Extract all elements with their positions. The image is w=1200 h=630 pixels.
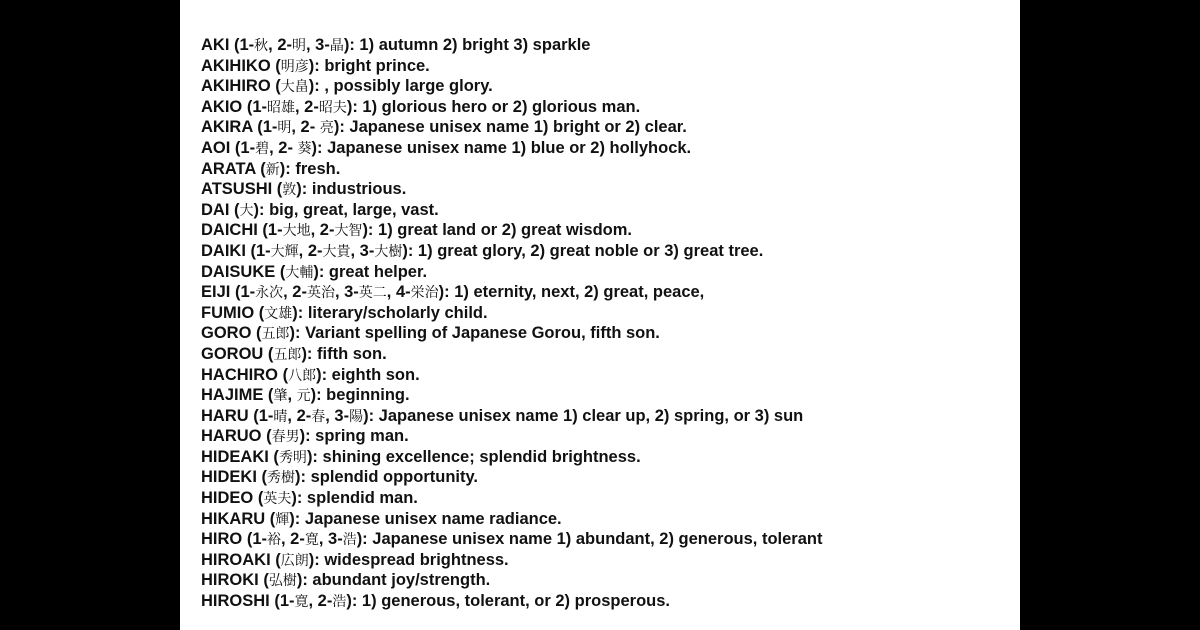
entry-name: HIROSHI <box>201 592 270 611</box>
entry-open: ( <box>272 180 283 199</box>
entry-mid: , <box>287 386 297 405</box>
entry-kanji: 晶 <box>329 38 344 54</box>
entry-close: ): 1) great land or 2) great wisdom. <box>362 221 632 240</box>
entry-close: ): big, great, large, vast. <box>253 200 439 219</box>
entry-kanji: 葵 <box>297 140 312 157</box>
entry-close: ): splendid opportunity. <box>295 468 479 487</box>
entry-kanji: 秀明 <box>278 449 307 466</box>
name-entry <box>201 488 822 509</box>
entry-close: ): fifth son. <box>301 344 387 363</box>
entry-kanji: 永次 <box>255 285 284 302</box>
entry-kanji: 大智 <box>334 223 363 240</box>
entry-close: ): great helper. <box>313 262 428 281</box>
name-entry <box>201 35 822 56</box>
entry-kanji: 昭雄 <box>267 99 295 116</box>
entry-open: (1- <box>242 97 267 116</box>
entry-name: DAIKI <box>201 241 246 260</box>
entry-mid: , 3- <box>325 406 350 425</box>
name-entry <box>201 344 822 365</box>
entry-name: HARUO <box>201 427 262 446</box>
name-entry <box>201 385 822 406</box>
name-entry <box>201 56 822 77</box>
entry-kanji: 浩 <box>342 532 357 549</box>
entry-open: ( <box>270 550 281 569</box>
entry-kanji: 春男 <box>271 429 300 446</box>
name-entry <box>201 550 822 571</box>
entry-open: ( <box>275 262 286 281</box>
entry-open: ( <box>270 77 281 96</box>
entry-close: ): shining excellence; splendid brightness. <box>306 447 641 466</box>
name-entry <box>201 76 822 97</box>
entry-name: AKIHIRO <box>201 77 271 96</box>
entry-mid: , 2- <box>283 283 307 302</box>
name-entry <box>201 426 822 447</box>
entry-close: ): spring man. <box>299 427 409 446</box>
entry-kanji: 明 <box>292 38 307 54</box>
name-entry <box>201 159 822 180</box>
entry-kanji: 亮 <box>319 120 334 137</box>
name-entry <box>201 97 822 118</box>
entry-mid: , 2- <box>298 241 323 260</box>
entry-kanji: 明彦 <box>280 58 309 75</box>
name-entry <box>201 529 822 550</box>
entry-close: ): splendid man. <box>291 489 418 508</box>
entry-open: ( <box>255 159 266 178</box>
entry-mid: , 2- <box>268 36 293 54</box>
entry-open: ( <box>265 509 276 528</box>
entry-kanji: 文雄 <box>264 305 293 322</box>
entry-kanji: 寛 <box>304 532 319 549</box>
entry-close: ): Japanese unisex name radiance. <box>289 509 562 528</box>
entry-kanji: 弘樹 <box>268 573 297 590</box>
entry-name: ARATA <box>201 159 256 178</box>
name-entry <box>201 323 822 344</box>
entry-kanji: 英夫 <box>263 491 292 508</box>
entry-kanji: 陽 <box>349 408 364 425</box>
entry-kanji: 五郎 <box>261 326 290 343</box>
entry-kanji: 五郎 <box>273 346 302 363</box>
entry-kanji: 大輔 <box>285 264 314 281</box>
entry-mid: , 2- <box>281 530 305 549</box>
name-entry <box>201 117 822 138</box>
entry-mid: , 2- <box>269 138 298 157</box>
entry-close: ): , possibly large glory. <box>308 77 493 96</box>
entry-name: DAISUKE <box>201 262 276 281</box>
entry-open: ( <box>268 447 279 466</box>
entry-open: (1- <box>252 118 278 137</box>
entry-kanji: 大 <box>239 202 254 219</box>
entry-kanji: 春 <box>311 408 326 425</box>
entry-close: ): 1) great glory, 2) great noble or 3) great tree. <box>402 241 764 260</box>
entry-open: ( <box>254 303 265 322</box>
entry-kanji: 肇 <box>273 388 288 405</box>
name-entry <box>201 179 822 200</box>
entry-kanji: 明 <box>277 120 292 137</box>
entry-open: (1- <box>248 406 274 425</box>
entry-close: ): Japanese unisex name 1) blue or 2) hollyhock. <box>311 138 692 157</box>
entry-close: ): abundant joy/strength. <box>296 571 491 590</box>
entry-close: ): industrious. <box>296 180 407 199</box>
entry-name: HIROAKI <box>201 550 271 569</box>
entry-close: ): Japanese unisex name 1) bright or 2) clear. <box>333 118 687 137</box>
entry-kanji: 輝 <box>275 511 290 528</box>
entry-open: ( <box>253 489 264 508</box>
entry-kanji: 大樹 <box>374 243 403 260</box>
entry-mid: , 3- <box>350 241 375 260</box>
document-page <box>180 0 1020 630</box>
name-entry <box>201 509 822 530</box>
entry-close: ): 1) glorious hero or 2) glorious man. <box>346 97 641 116</box>
entry-name: AKI <box>201 36 230 54</box>
entry-close: ): eighth son. <box>316 365 420 384</box>
entry-close: ): Japanese unisex name 1) abundant, 2) generous, tolerant <box>356 530 823 549</box>
entry-open: (1- <box>257 221 283 240</box>
entry-open: ( <box>263 344 274 363</box>
entry-open: ( <box>251 324 262 343</box>
entry-name: HIROKI <box>201 571 259 590</box>
entry-open: (1- <box>229 36 255 54</box>
name-entry <box>201 200 822 221</box>
name-entry <box>201 241 822 262</box>
entry-mid: , 2- <box>310 221 335 240</box>
name-entry <box>201 447 822 468</box>
entry-open: (1- <box>269 592 295 611</box>
entry-name: HIRO <box>201 530 243 549</box>
name-entry <box>201 138 822 159</box>
entry-open: ( <box>258 571 269 590</box>
entry-open: (1- <box>242 530 267 549</box>
name-list <box>201 35 822 612</box>
entry-kanji: 敦 <box>282 182 297 199</box>
entry-kanji: 広朗 <box>280 552 309 569</box>
entry-kanji: 大輝 <box>270 243 299 260</box>
entry-mid: , 4- <box>386 283 411 302</box>
entry-name: GOROU <box>201 344 264 363</box>
entry-open: ( <box>263 386 274 405</box>
entry-name: ATSUSHI <box>201 180 273 199</box>
entry-kanji: 八郎 <box>288 367 317 384</box>
entry-name: FUMIO <box>201 303 255 322</box>
entry-close: ): Variant spelling of Japanese Gorou, fifth son. <box>289 324 660 343</box>
name-entry <box>201 406 822 427</box>
entry-close: ): beginning. <box>310 386 410 405</box>
name-entry <box>201 570 822 591</box>
entry-name: HIDEKI <box>201 468 257 487</box>
entry-mid: , 2- <box>291 118 320 137</box>
entry-kanji: 秋 <box>254 38 269 54</box>
entry-close: ): literary/scholarly child. <box>292 303 488 322</box>
entry-name: HIDEO <box>201 489 254 508</box>
entry-mid: , 2- <box>295 97 319 116</box>
entry-open: (1- <box>230 283 256 302</box>
entry-name: HARU <box>201 406 249 425</box>
entry-kanji: 碧 <box>255 140 270 157</box>
name-entry <box>201 303 822 324</box>
entry-name: GORO <box>201 324 252 343</box>
entry-close: ): Japanese unisex name 1) clear up, 2) spring, or 3) sun <box>363 406 804 425</box>
entry-kanji: 寛 <box>294 594 309 611</box>
name-entry <box>201 365 822 386</box>
entry-mid: , 3- <box>306 36 330 54</box>
entry-mid: , 3- <box>334 283 359 302</box>
entry-name: DAICHI <box>201 221 258 240</box>
name-entry <box>201 262 822 283</box>
entry-open: (1- <box>245 241 271 260</box>
entry-kanji: 秀樹 <box>267 470 296 487</box>
entry-kanji: 元 <box>296 388 311 405</box>
entry-kanji: 大畠 <box>280 79 309 96</box>
entry-name: HIDEAKI <box>201 447 269 466</box>
entry-mid: , 2- <box>308 592 333 611</box>
entry-kanji: 裕 <box>267 532 281 549</box>
entry-name: AOI <box>201 138 231 157</box>
entry-kanji: 大貴 <box>322 243 351 260</box>
entry-open: ( <box>270 56 281 75</box>
entry-name: HACHIRO <box>201 365 278 384</box>
entry-name: AKIRA <box>201 118 253 137</box>
entry-kanji: 英治 <box>306 285 335 302</box>
entry-kanji: 大地 <box>282 223 311 240</box>
entry-close: ): 1) generous, tolerant, or 2) prosperous. <box>346 592 670 611</box>
entry-kanji: 栄治 <box>410 285 439 302</box>
entry-close: ): bright prince. <box>308 56 430 75</box>
entry-close: ): 1) eternity, next, 2) great, peace, <box>438 283 705 302</box>
entry-name: DAI <box>201 200 230 219</box>
entry-close: ): fresh. <box>279 159 341 178</box>
entry-name: HIKARU <box>201 509 266 528</box>
entry-open: ( <box>261 427 272 446</box>
name-entry <box>201 591 822 612</box>
entry-open: (1- <box>230 138 256 157</box>
entry-name: EIJI <box>201 283 231 302</box>
name-entry <box>201 220 822 241</box>
name-entry <box>201 282 822 303</box>
entry-kanji: 浩 <box>332 594 347 611</box>
entry-mid: , 2- <box>287 406 312 425</box>
entry-close: ): widespread brightness. <box>308 550 509 569</box>
entry-name: AKIHIKO <box>201 56 271 75</box>
entry-kanji: 晴 <box>273 408 288 425</box>
entry-open: ( <box>256 468 268 487</box>
name-entry <box>201 467 822 488</box>
entry-kanji: 英二 <box>358 285 387 302</box>
entry-close: ): 1) autumn 2) bright 3) sparkle <box>343 36 591 54</box>
entry-kanji: 新 <box>265 161 280 178</box>
entry-mid: , 3- <box>318 530 343 549</box>
entry-open: ( <box>229 200 240 219</box>
entry-kanji: 昭夫 <box>318 99 347 116</box>
entry-name: AKIO <box>201 97 243 116</box>
entry-name: HAJIME <box>201 386 264 405</box>
entry-open: ( <box>278 365 289 384</box>
